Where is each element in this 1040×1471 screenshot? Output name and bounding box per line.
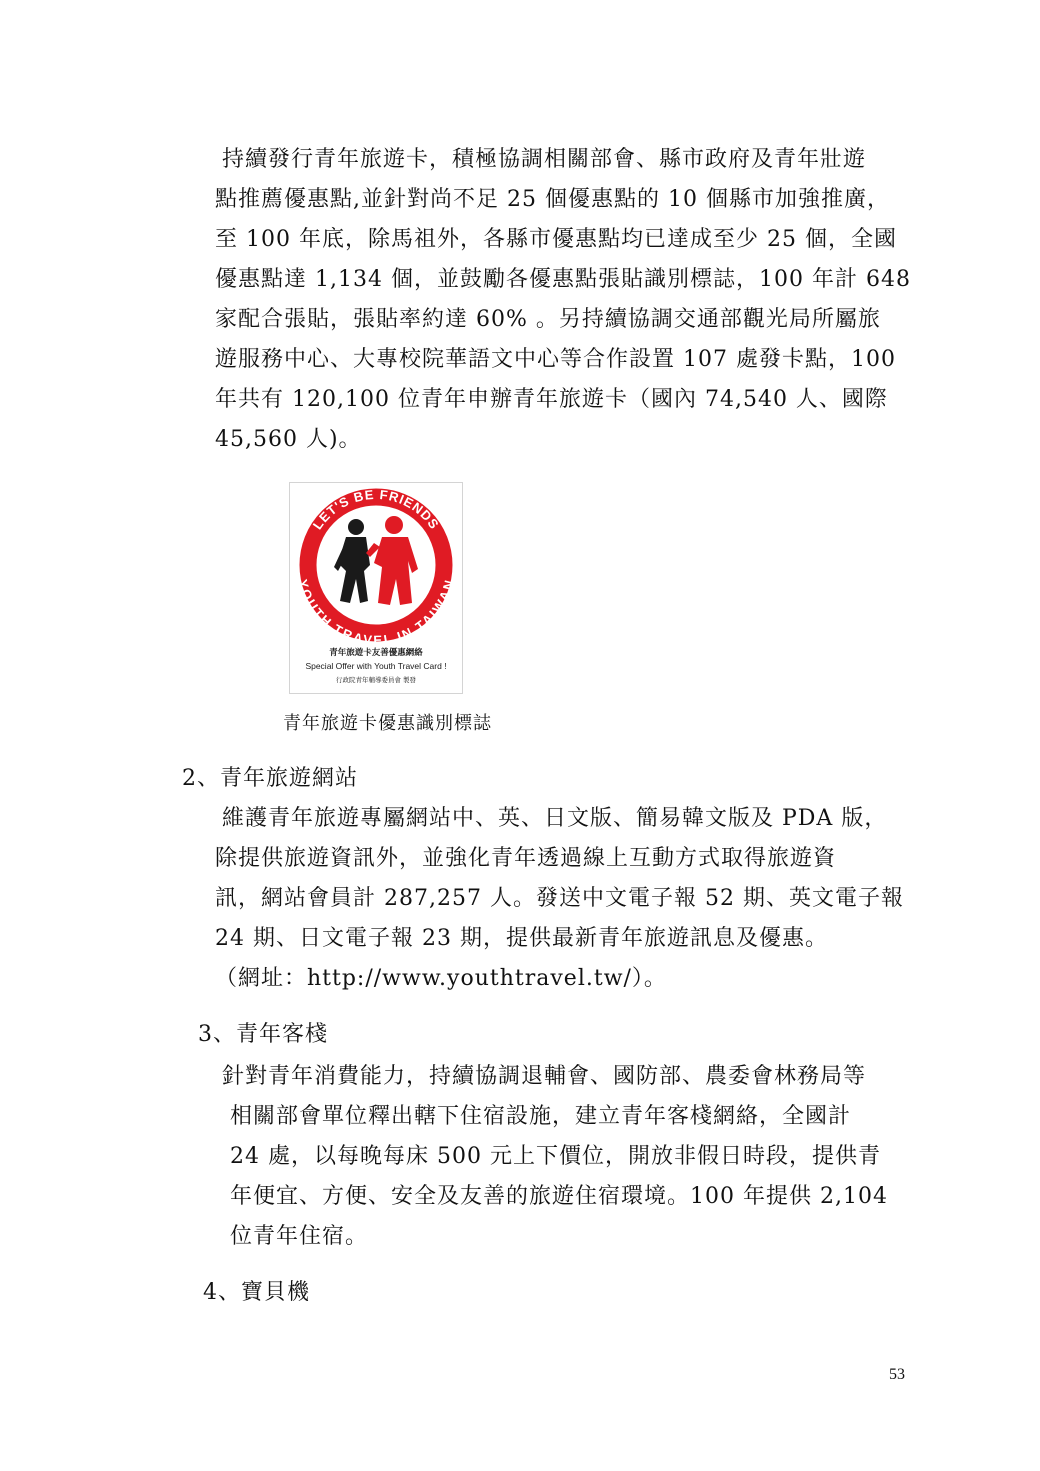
svg-text:LET'S BE FRIENDS: LET'S BE FRIENDS bbox=[309, 486, 443, 533]
page-number: 53 bbox=[889, 1366, 905, 1383]
paragraph-line: 年便宜、方便、安全及友善的旅遊住宿環境。100 年提供 2,104 bbox=[230, 1184, 888, 1209]
logo-caption-zh: 青年旅遊卡友善優惠網絡 bbox=[329, 648, 423, 658]
paragraph-line: 點推薦優惠點,並針對尚不足 25 個優惠點的 10 個縣市加強推廣， bbox=[215, 187, 890, 212]
logo-black-figure bbox=[334, 519, 370, 603]
paragraph-line: 維護青年旅遊專屬網站中、英、日文版、簡易韓文版及 PDA 版， bbox=[222, 806, 888, 831]
paragraph-line: 針對青年消費能力，持續協調退輔會、國防部、農委會林務局等 bbox=[222, 1064, 867, 1089]
paragraph-line: 45,560 人)。 bbox=[215, 427, 362, 452]
paragraph-line: 24 處，以每晚每床 500 元上下價位，開放非假日時段，提供青 bbox=[230, 1144, 881, 1169]
paragraph-line: 24 期、日文電子報 23 期，提供最新青年旅遊訊息及優惠。 bbox=[215, 926, 828, 951]
paragraph-line: 遊服務中心、大專校院華語文中心等合作設置 107 處發卡點，100 bbox=[215, 347, 896, 372]
section-heading-hostel: 3、青年客棧 bbox=[198, 1022, 328, 1047]
paragraph-line: 家配合張貼，張貼率約達 60% 。另持續協調交通部觀光局所屬旅 bbox=[215, 307, 881, 332]
logo-caption-org: 行政院青年輔導委員會 製發 bbox=[335, 676, 417, 684]
youth-travel-logo bbox=[289, 482, 463, 694]
logo-caption-en: Special Offer with Youth Travel Card ! bbox=[305, 661, 447, 671]
paragraph-line: （網址：http://www.youthtravel.tw/）。 bbox=[215, 966, 667, 991]
paragraph-line: 年共有 120,100 位青年申辦青年旅遊卡（國內 74,540 人、國際 bbox=[215, 387, 888, 412]
logo-red-figure bbox=[366, 516, 418, 605]
section-heading-baby: 4、寶貝機 bbox=[203, 1280, 310, 1305]
figure-caption: 青年旅遊卡優惠識別標誌 bbox=[283, 713, 492, 734]
paragraph-line: 至 100 年底，除馬祖外，各縣市優惠點均已達成至少 25 個，全國 bbox=[215, 227, 897, 252]
paragraph-line: 持續發行青年旅遊卡，積極協調相關部會、縣市政府及青年壯遊 bbox=[222, 147, 867, 172]
paragraph-line: 優惠點達 1,134 個，並鼓勵各優惠點張貼識別標誌，100 年計 648 bbox=[215, 267, 911, 292]
paragraph-line: 訊，網站會員計 287,257 人。發送中文電子報 52 期、英文電子報 bbox=[215, 886, 904, 911]
paragraph-line: 相關部會單位釋出轄下住宿設施，建立青年客棧網絡，全國計 bbox=[230, 1104, 852, 1129]
paragraph-line: 位青年住宿。 bbox=[230, 1224, 369, 1249]
section-heading-website: 2、青年旅遊網站 bbox=[182, 766, 358, 791]
svg-text:YOUTH TRAVEL IN TAIWAN: YOUTH TRAVEL IN TAIWAN bbox=[294, 577, 458, 648]
paragraph-line: 除提供旅遊資訊外，並強化青年透過線上互動方式取得旅遊資 bbox=[215, 846, 837, 871]
